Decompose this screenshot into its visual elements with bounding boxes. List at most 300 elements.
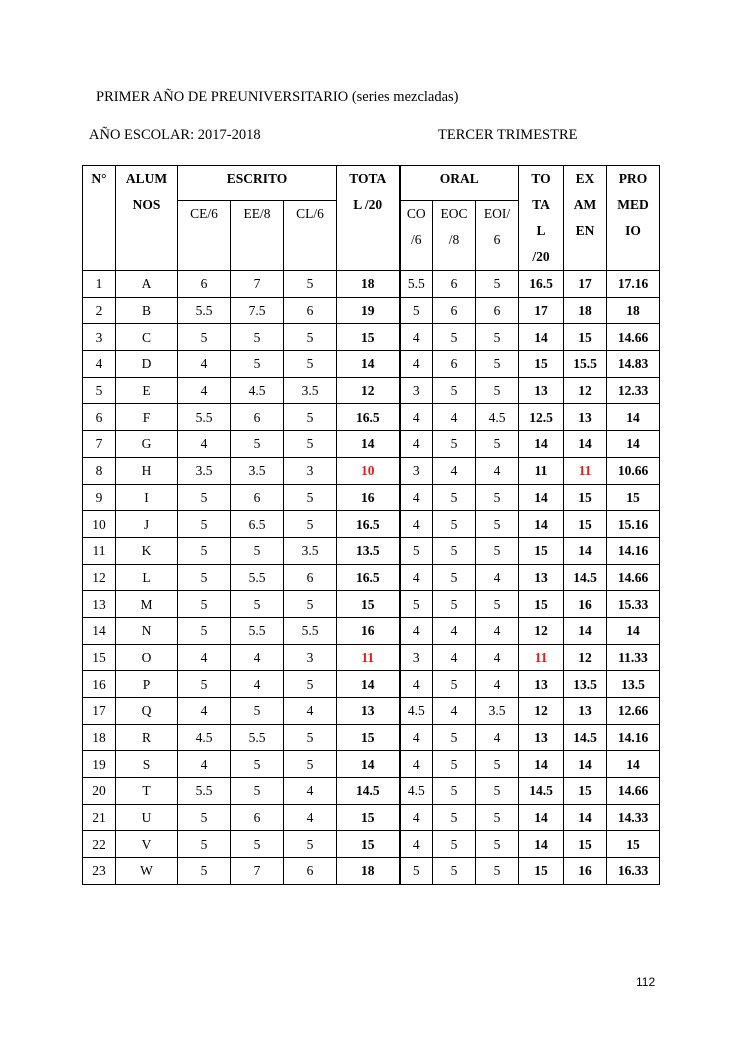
cell-co: 3 — [400, 377, 433, 404]
header-num: N° — [83, 166, 116, 271]
cell-ce: 5 — [178, 537, 231, 564]
cell-eoc: 6 — [433, 351, 476, 378]
cell-ee: 6.5 — [231, 511, 284, 538]
table-row — [83, 457, 660, 484]
cell-eoi: 5 — [476, 537, 519, 564]
header-total-oral: TO TA L /20 — [519, 166, 564, 271]
table-row — [83, 324, 660, 351]
cell-promedio: 15.16 — [607, 511, 660, 538]
cell-num: 11 — [83, 537, 116, 564]
cell-co: 3 — [400, 457, 433, 484]
cell-co: 4 — [400, 804, 433, 831]
cell-cl: 5 — [284, 431, 337, 458]
cell-total-escrito: 12 — [337, 377, 400, 404]
cell-ee: 3.5 — [231, 457, 284, 484]
cell-examen: 11 — [564, 457, 607, 484]
cell-promedio: 17.16 — [607, 271, 660, 298]
cell-promedio: 12.33 — [607, 377, 660, 404]
cell-num: 9 — [83, 484, 116, 511]
cell-total-escrito: 14 — [337, 751, 400, 778]
cell-cl: 5 — [284, 404, 337, 431]
cell-ee: 5.5 — [231, 564, 284, 591]
cell-total-oral: 14 — [519, 751, 564, 778]
cell-promedio: 12.66 — [607, 698, 660, 725]
cell-ce: 5 — [178, 484, 231, 511]
cell-eoc: 5 — [433, 564, 476, 591]
cell-co: 4 — [400, 404, 433, 431]
cell-total-oral: 15 — [519, 351, 564, 378]
cell-co: 5 — [400, 297, 433, 324]
cell-eoc: 4 — [433, 617, 476, 644]
cell-co: 5 — [400, 537, 433, 564]
cell-eoi: 4 — [476, 724, 519, 751]
cell-ce: 4 — [178, 351, 231, 378]
cell-examen: 15.5 — [564, 351, 607, 378]
cell-cl: 5 — [284, 324, 337, 351]
header-cl: CL/6 — [284, 201, 337, 271]
cell-ee: 5.5 — [231, 617, 284, 644]
cell-examen: 12 — [564, 644, 607, 671]
cell-total-escrito: 15 — [337, 804, 400, 831]
cell-examen: 13 — [564, 404, 607, 431]
cell-ee: 4.5 — [231, 377, 284, 404]
cell-ce: 5 — [178, 804, 231, 831]
cell-examen: 14 — [564, 804, 607, 831]
cell-eoc: 5 — [433, 724, 476, 751]
cell-total-oral: 17 — [519, 297, 564, 324]
table-row — [83, 377, 660, 404]
cell-examen: 15 — [564, 831, 607, 858]
table-row — [83, 297, 660, 324]
cell-cl: 6 — [284, 297, 337, 324]
cell-total-oral: 12.5 — [519, 404, 564, 431]
cell-total-oral: 13 — [519, 724, 564, 751]
cell-ee: 5 — [231, 431, 284, 458]
cell-ee: 5 — [231, 698, 284, 725]
table-row — [83, 591, 660, 618]
cell-cl: 4 — [284, 804, 337, 831]
cell-ce: 4 — [178, 431, 231, 458]
cell-eoc: 5 — [433, 511, 476, 538]
cell-eoi: 5 — [476, 751, 519, 778]
cell-promedio: 14 — [607, 404, 660, 431]
cell-ce: 4 — [178, 698, 231, 725]
cell-ce: 4 — [178, 377, 231, 404]
cell-ee: 5 — [231, 751, 284, 778]
cell-ee: 7 — [231, 858, 284, 885]
table-row — [83, 617, 660, 644]
cell-examen: 14 — [564, 537, 607, 564]
cell-ee: 4 — [231, 671, 284, 698]
cell-eoc: 5 — [433, 484, 476, 511]
cell-co: 4.5 — [400, 698, 433, 725]
header-total-escrito: TOTA L /20 — [337, 166, 400, 271]
cell-total-oral: 13 — [519, 564, 564, 591]
cell-cl: 5 — [284, 351, 337, 378]
cell-total-escrito: 14 — [337, 351, 400, 378]
cell-eoi: 5 — [476, 484, 519, 511]
cell-num: 12 — [83, 564, 116, 591]
cell-eoi: 6 — [476, 297, 519, 324]
document-title: PRIMER AÑO DE PREUNIVERSITARIO (series mezcladas) — [96, 89, 459, 105]
cell-co: 3 — [400, 644, 433, 671]
cell-alumno: V — [116, 831, 178, 858]
cell-promedio: 14.33 — [607, 804, 660, 831]
cell-total-escrito: 14.5 — [337, 778, 400, 805]
cell-eoi: 5 — [476, 804, 519, 831]
cell-examen: 13 — [564, 698, 607, 725]
cell-eoc: 5 — [433, 431, 476, 458]
cell-co: 4 — [400, 564, 433, 591]
cell-co: 4.5 — [400, 778, 433, 805]
cell-examen: 13.5 — [564, 671, 607, 698]
cell-alumno: O — [116, 644, 178, 671]
table-row — [83, 351, 660, 378]
cell-total-oral: 14.5 — [519, 778, 564, 805]
cell-total-oral: 13 — [519, 671, 564, 698]
cell-eoi: 4 — [476, 564, 519, 591]
cell-examen: 15 — [564, 324, 607, 351]
table-row — [83, 698, 660, 725]
grades-table — [82, 165, 660, 885]
cell-num: 16 — [83, 671, 116, 698]
cell-ee: 6 — [231, 804, 284, 831]
cell-cl: 5 — [284, 591, 337, 618]
header-alumnos: ALUM NOS — [116, 166, 178, 271]
cell-eoc: 4 — [433, 457, 476, 484]
cell-num: 8 — [83, 457, 116, 484]
cell-examen: 15 — [564, 484, 607, 511]
cell-co: 4 — [400, 511, 433, 538]
cell-promedio: 13.5 — [607, 671, 660, 698]
cell-num: 17 — [83, 698, 116, 725]
cell-total-oral: 16.5 — [519, 271, 564, 298]
cell-eoi: 5 — [476, 351, 519, 378]
cell-promedio: 15 — [607, 484, 660, 511]
cell-ce: 5 — [178, 671, 231, 698]
cell-num: 18 — [83, 724, 116, 751]
table-row — [83, 484, 660, 511]
cell-ce: 5 — [178, 324, 231, 351]
cell-ee: 5 — [231, 324, 284, 351]
cell-co: 4 — [400, 324, 433, 351]
cell-total-escrito: 15 — [337, 831, 400, 858]
cell-ee: 5 — [231, 831, 284, 858]
cell-eoi: 5 — [476, 858, 519, 885]
cell-cl: 3 — [284, 457, 337, 484]
cell-promedio: 18 — [607, 297, 660, 324]
cell-promedio: 14.16 — [607, 537, 660, 564]
cell-eoi: 4 — [476, 671, 519, 698]
cell-alumno: J — [116, 511, 178, 538]
cell-alumno: G — [116, 431, 178, 458]
cell-eoc: 6 — [433, 297, 476, 324]
cell-alumno: I — [116, 484, 178, 511]
cell-ce: 5 — [178, 858, 231, 885]
cell-ee: 5 — [231, 778, 284, 805]
table-row — [83, 511, 660, 538]
cell-alumno: U — [116, 804, 178, 831]
cell-cl: 5 — [284, 271, 337, 298]
cell-promedio: 14.16 — [607, 724, 660, 751]
cell-co: 4 — [400, 431, 433, 458]
cell-cl: 5 — [284, 724, 337, 751]
cell-total-escrito: 18 — [337, 271, 400, 298]
cell-num: 3 — [83, 324, 116, 351]
cell-total-escrito: 11 — [337, 644, 400, 671]
cell-ee: 7 — [231, 271, 284, 298]
term-label: TERCER TRIMESTRE — [438, 127, 578, 143]
cell-examen: 14 — [564, 751, 607, 778]
cell-promedio: 14 — [607, 431, 660, 458]
cell-alumno: K — [116, 537, 178, 564]
cell-total-oral: 13 — [519, 377, 564, 404]
table-row — [83, 751, 660, 778]
cell-eoc: 5 — [433, 751, 476, 778]
cell-alumno: P — [116, 671, 178, 698]
cell-num: 6 — [83, 404, 116, 431]
cell-eoi: 4 — [476, 617, 519, 644]
cell-total-oral: 11 — [519, 457, 564, 484]
table-row — [83, 431, 660, 458]
cell-total-escrito: 16.5 — [337, 511, 400, 538]
cell-total-oral: 14 — [519, 831, 564, 858]
cell-cl: 6 — [284, 858, 337, 885]
cell-total-escrito: 13.5 — [337, 537, 400, 564]
cell-eoc: 5 — [433, 671, 476, 698]
cell-examen: 14.5 — [564, 724, 607, 751]
cell-total-escrito: 10 — [337, 457, 400, 484]
cell-ce: 5.5 — [178, 297, 231, 324]
table-row — [83, 831, 660, 858]
cell-alumno: M — [116, 591, 178, 618]
cell-ee: 5.5 — [231, 724, 284, 751]
header-co: CO /6 — [400, 201, 433, 271]
cell-promedio: 16.33 — [607, 858, 660, 885]
cell-total-oral: 11 — [519, 644, 564, 671]
cell-promedio: 14.66 — [607, 564, 660, 591]
cell-num: 15 — [83, 644, 116, 671]
table-row — [83, 804, 660, 831]
cell-alumno: H — [116, 457, 178, 484]
cell-num: 19 — [83, 751, 116, 778]
cell-eoc: 6 — [433, 271, 476, 298]
cell-num: 1 — [83, 271, 116, 298]
table-row — [83, 724, 660, 751]
cell-ce: 3.5 — [178, 457, 231, 484]
cell-cl: 5 — [284, 511, 337, 538]
cell-total-escrito: 15 — [337, 591, 400, 618]
cell-eoi: 3.5 — [476, 698, 519, 725]
cell-total-oral: 15 — [519, 537, 564, 564]
cell-cl: 5.5 — [284, 617, 337, 644]
cell-cl: 5 — [284, 484, 337, 511]
cell-ee: 7.5 — [231, 297, 284, 324]
cell-co: 4 — [400, 484, 433, 511]
cell-promedio: 10.66 — [607, 457, 660, 484]
cell-eoc: 5 — [433, 858, 476, 885]
cell-total-escrito: 16 — [337, 617, 400, 644]
table-row — [83, 644, 660, 671]
cell-alumno: Q — [116, 698, 178, 725]
cell-cl: 3 — [284, 644, 337, 671]
cell-total-oral: 14 — [519, 324, 564, 351]
cell-total-escrito: 15 — [337, 324, 400, 351]
cell-eoi: 5 — [476, 377, 519, 404]
school-year: AÑO ESCOLAR: 2017-2018 — [89, 127, 261, 143]
cell-total-escrito: 16.5 — [337, 404, 400, 431]
cell-eoi: 4 — [476, 644, 519, 671]
cell-ce: 6 — [178, 271, 231, 298]
cell-ce: 5 — [178, 564, 231, 591]
cell-eoi: 5 — [476, 778, 519, 805]
cell-total-oral: 12 — [519, 698, 564, 725]
header-ee: EE/8 — [231, 201, 284, 271]
cell-cl: 3.5 — [284, 377, 337, 404]
cell-total-escrito: 18 — [337, 858, 400, 885]
cell-total-escrito: 14 — [337, 431, 400, 458]
cell-alumno: N — [116, 617, 178, 644]
cell-examen: 16 — [564, 591, 607, 618]
cell-alumno: C — [116, 324, 178, 351]
cell-total-escrito: 16 — [337, 484, 400, 511]
table-row — [83, 564, 660, 591]
cell-co: 5 — [400, 858, 433, 885]
cell-ee: 5 — [231, 351, 284, 378]
cell-co: 4 — [400, 351, 433, 378]
cell-num: 21 — [83, 804, 116, 831]
cell-total-oral: 15 — [519, 591, 564, 618]
cell-co: 4 — [400, 724, 433, 751]
cell-promedio: 15 — [607, 831, 660, 858]
cell-examen: 15 — [564, 778, 607, 805]
header-promedio: PRO MED IO — [607, 166, 660, 271]
table-row — [83, 671, 660, 698]
cell-eoc: 5 — [433, 778, 476, 805]
cell-ce: 5 — [178, 617, 231, 644]
cell-cl: 4 — [284, 778, 337, 805]
cell-co: 4 — [400, 751, 433, 778]
cell-examen: 16 — [564, 858, 607, 885]
header-oral: ORAL — [400, 166, 519, 201]
header-ce: CE/6 — [178, 201, 231, 271]
cell-alumno: D — [116, 351, 178, 378]
cell-cl: 4 — [284, 698, 337, 725]
cell-promedio: 14.66 — [607, 324, 660, 351]
page-number: 112 — [636, 975, 656, 989]
cell-examen: 17 — [564, 271, 607, 298]
cell-co: 4 — [400, 617, 433, 644]
cell-examen: 15 — [564, 511, 607, 538]
cell-total-oral: 14 — [519, 484, 564, 511]
cell-eoi: 5 — [476, 831, 519, 858]
cell-promedio: 14 — [607, 617, 660, 644]
cell-ce: 5.5 — [178, 778, 231, 805]
cell-ce: 4 — [178, 751, 231, 778]
cell-promedio: 11.33 — [607, 644, 660, 671]
cell-cl: 5 — [284, 751, 337, 778]
cell-alumno: F — [116, 404, 178, 431]
header-examen: EX AM EN — [564, 166, 607, 271]
cell-total-escrito: 16.5 — [337, 564, 400, 591]
cell-num: 22 — [83, 831, 116, 858]
cell-examen: 14 — [564, 431, 607, 458]
cell-num: 4 — [83, 351, 116, 378]
cell-alumno: R — [116, 724, 178, 751]
cell-examen: 12 — [564, 377, 607, 404]
cell-total-escrito: 19 — [337, 297, 400, 324]
cell-alumno: T — [116, 778, 178, 805]
cell-total-escrito: 15 — [337, 724, 400, 751]
cell-cl: 6 — [284, 564, 337, 591]
cell-cl: 5 — [284, 831, 337, 858]
cell-co: 5 — [400, 591, 433, 618]
table-row — [83, 271, 660, 298]
cell-num: 2 — [83, 297, 116, 324]
cell-eoi: 5 — [476, 271, 519, 298]
cell-eoc: 4 — [433, 698, 476, 725]
cell-num: 14 — [83, 617, 116, 644]
cell-num: 10 — [83, 511, 116, 538]
cell-eoc: 5 — [433, 831, 476, 858]
table-row — [83, 778, 660, 805]
cell-total-oral: 14 — [519, 431, 564, 458]
table-row — [83, 404, 660, 431]
cell-cl: 5 — [284, 671, 337, 698]
cell-co: 4 — [400, 671, 433, 698]
cell-alumno: L — [116, 564, 178, 591]
cell-promedio: 15.33 — [607, 591, 660, 618]
cell-ce: 5 — [178, 511, 231, 538]
cell-total-escrito: 14 — [337, 671, 400, 698]
cell-examen: 14 — [564, 617, 607, 644]
header-escrito: ESCRITO — [178, 166, 337, 201]
cell-total-escrito: 13 — [337, 698, 400, 725]
cell-ce: 5 — [178, 591, 231, 618]
cell-eoi: 5 — [476, 511, 519, 538]
cell-examen: 14.5 — [564, 564, 607, 591]
cell-co: 5.5 — [400, 271, 433, 298]
cell-ee: 6 — [231, 484, 284, 511]
cell-eoi: 5 — [476, 324, 519, 351]
cell-cl: 3.5 — [284, 537, 337, 564]
cell-ce: 4 — [178, 644, 231, 671]
cell-eoc: 5 — [433, 591, 476, 618]
cell-total-oral: 14 — [519, 511, 564, 538]
cell-num: 13 — [83, 591, 116, 618]
cell-ce: 5 — [178, 831, 231, 858]
table-row — [83, 858, 660, 885]
cell-eoc: 5 — [433, 537, 476, 564]
cell-total-oral: 15 — [519, 858, 564, 885]
table-row — [83, 537, 660, 564]
cell-ce: 5.5 — [178, 404, 231, 431]
grades-body — [83, 271, 660, 885]
cell-ee: 4 — [231, 644, 284, 671]
cell-ee: 5 — [231, 537, 284, 564]
cell-alumno: A — [116, 271, 178, 298]
cell-eoc: 4 — [433, 644, 476, 671]
cell-promedio: 14.83 — [607, 351, 660, 378]
cell-total-oral: 14 — [519, 804, 564, 831]
cell-promedio: 14 — [607, 751, 660, 778]
cell-examen: 18 — [564, 297, 607, 324]
cell-eoc: 5 — [433, 324, 476, 351]
cell-co: 4 — [400, 831, 433, 858]
header-eoi: EOI/ 6 — [476, 201, 519, 271]
cell-num: 5 — [83, 377, 116, 404]
cell-ee: 5 — [231, 591, 284, 618]
